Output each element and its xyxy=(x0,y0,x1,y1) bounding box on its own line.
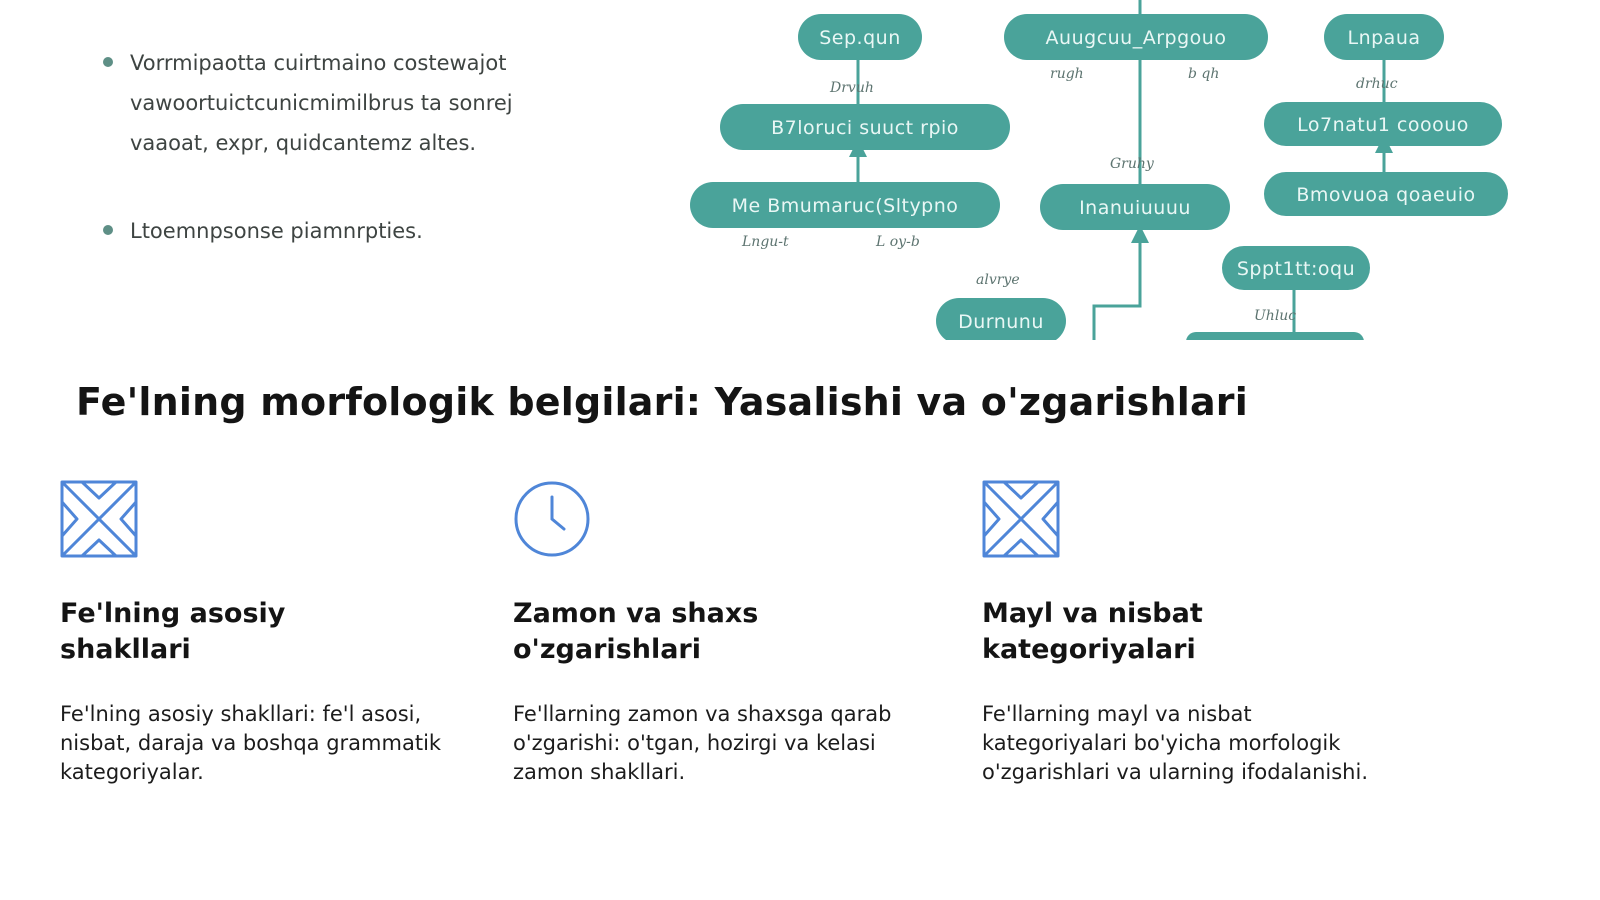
flow-node xyxy=(720,104,1010,150)
flow-node xyxy=(1222,246,1370,290)
feature-card xyxy=(60,480,480,787)
svg-text:Bmovuoa qoaeuio: Bmovuoa qoaeuio xyxy=(1296,184,1476,206)
edge-label: Uhluc xyxy=(1254,308,1297,324)
feature-card xyxy=(513,480,933,787)
flow-node xyxy=(1264,172,1508,216)
card-description: Fe'llarning zamon va shaxsga qarab o'zgarishi: o'tgan, hozirgi va kelasi zamon shakllari. xyxy=(513,702,892,784)
flow-node xyxy=(690,182,1000,228)
blurb-line: Ltoemnpsonse piamnrpties. xyxy=(130,219,423,243)
edge-label: alvrye xyxy=(976,272,1020,288)
edge-label: rugh xyxy=(1050,66,1084,82)
flowchart-image xyxy=(0,0,1600,340)
card-title: Fe'lning asosiy shakllari xyxy=(60,598,286,665)
edge-label: Lngu-t xyxy=(742,234,789,250)
flow-node xyxy=(1004,14,1268,60)
feature-card xyxy=(982,480,1402,787)
blurb-line: Vorrmipaotta cuirtmaino costewajot xyxy=(130,51,507,75)
clock-icon xyxy=(513,480,591,558)
flow-node xyxy=(1264,102,1502,146)
flow-node-partial xyxy=(1186,332,1364,340)
card-title: Zamon va shaxs o'zgarishlari xyxy=(513,598,759,665)
svg-text:Lo7natu1 cooouo: Lo7natu1 cooouo xyxy=(1297,114,1469,136)
blurb-line: vaaoat, expr, quidcantemz altes. xyxy=(130,131,477,155)
bullet-dot xyxy=(103,225,113,235)
card-description: Fe'lning asosiy shakllari: fe'l asosi, nisbat, daraja va boshqa grammatik kategoriyalar. xyxy=(60,702,442,784)
edge-label: L oy-b xyxy=(876,234,920,250)
svg-text:Lnpaua: Lnpaua xyxy=(1347,27,1421,49)
edge-label: Gruhy xyxy=(1110,156,1154,172)
edge-label: Drvuh xyxy=(830,80,874,96)
flow-node xyxy=(936,298,1066,340)
card-title: Mayl va nisbat kategoriyalari xyxy=(982,598,1203,665)
bullet-dot xyxy=(103,57,113,67)
flow-node xyxy=(1324,14,1444,60)
svg-text:Sppt1tt:oqu: Sppt1tt:oqu xyxy=(1236,258,1356,280)
blurb-line: vawoortuictcunicmimilbrus ta sonrej xyxy=(130,91,513,115)
hourglass-x-icon xyxy=(60,480,138,558)
flow-node xyxy=(798,14,922,60)
svg-text:Me Bmumaruc(Sltypno: Me Bmumaruc(Sltypno xyxy=(731,195,959,217)
svg-text:B7loruci suuct rpio: B7loruci suuct rpio xyxy=(771,117,959,139)
hero-illustration xyxy=(0,0,1600,340)
svg-text:Auugcuu_Arpgouo: Auugcuu_Arpgouo xyxy=(1045,27,1227,49)
hourglass-x-icon xyxy=(982,480,1060,558)
svg-text:Sep.qun: Sep.qun xyxy=(819,27,901,49)
flow-node xyxy=(1040,184,1230,230)
edge-label: b qh xyxy=(1188,66,1220,82)
page-title: Fe'lning morfologik belgilari: Yasalishi va o'zgarishlari xyxy=(76,380,1248,424)
svg-text:Inanuiuuuu: Inanuiuuuu xyxy=(1079,197,1191,219)
card-description: Fe'llarning mayl va nisbat kategoriyalari bo'yicha morfologik o'zgarishlari va ularning ifodalanishi. xyxy=(982,702,1368,784)
edge-label: drhuc xyxy=(1356,76,1398,92)
svg-text:Durnunu: Durnunu xyxy=(958,311,1044,333)
